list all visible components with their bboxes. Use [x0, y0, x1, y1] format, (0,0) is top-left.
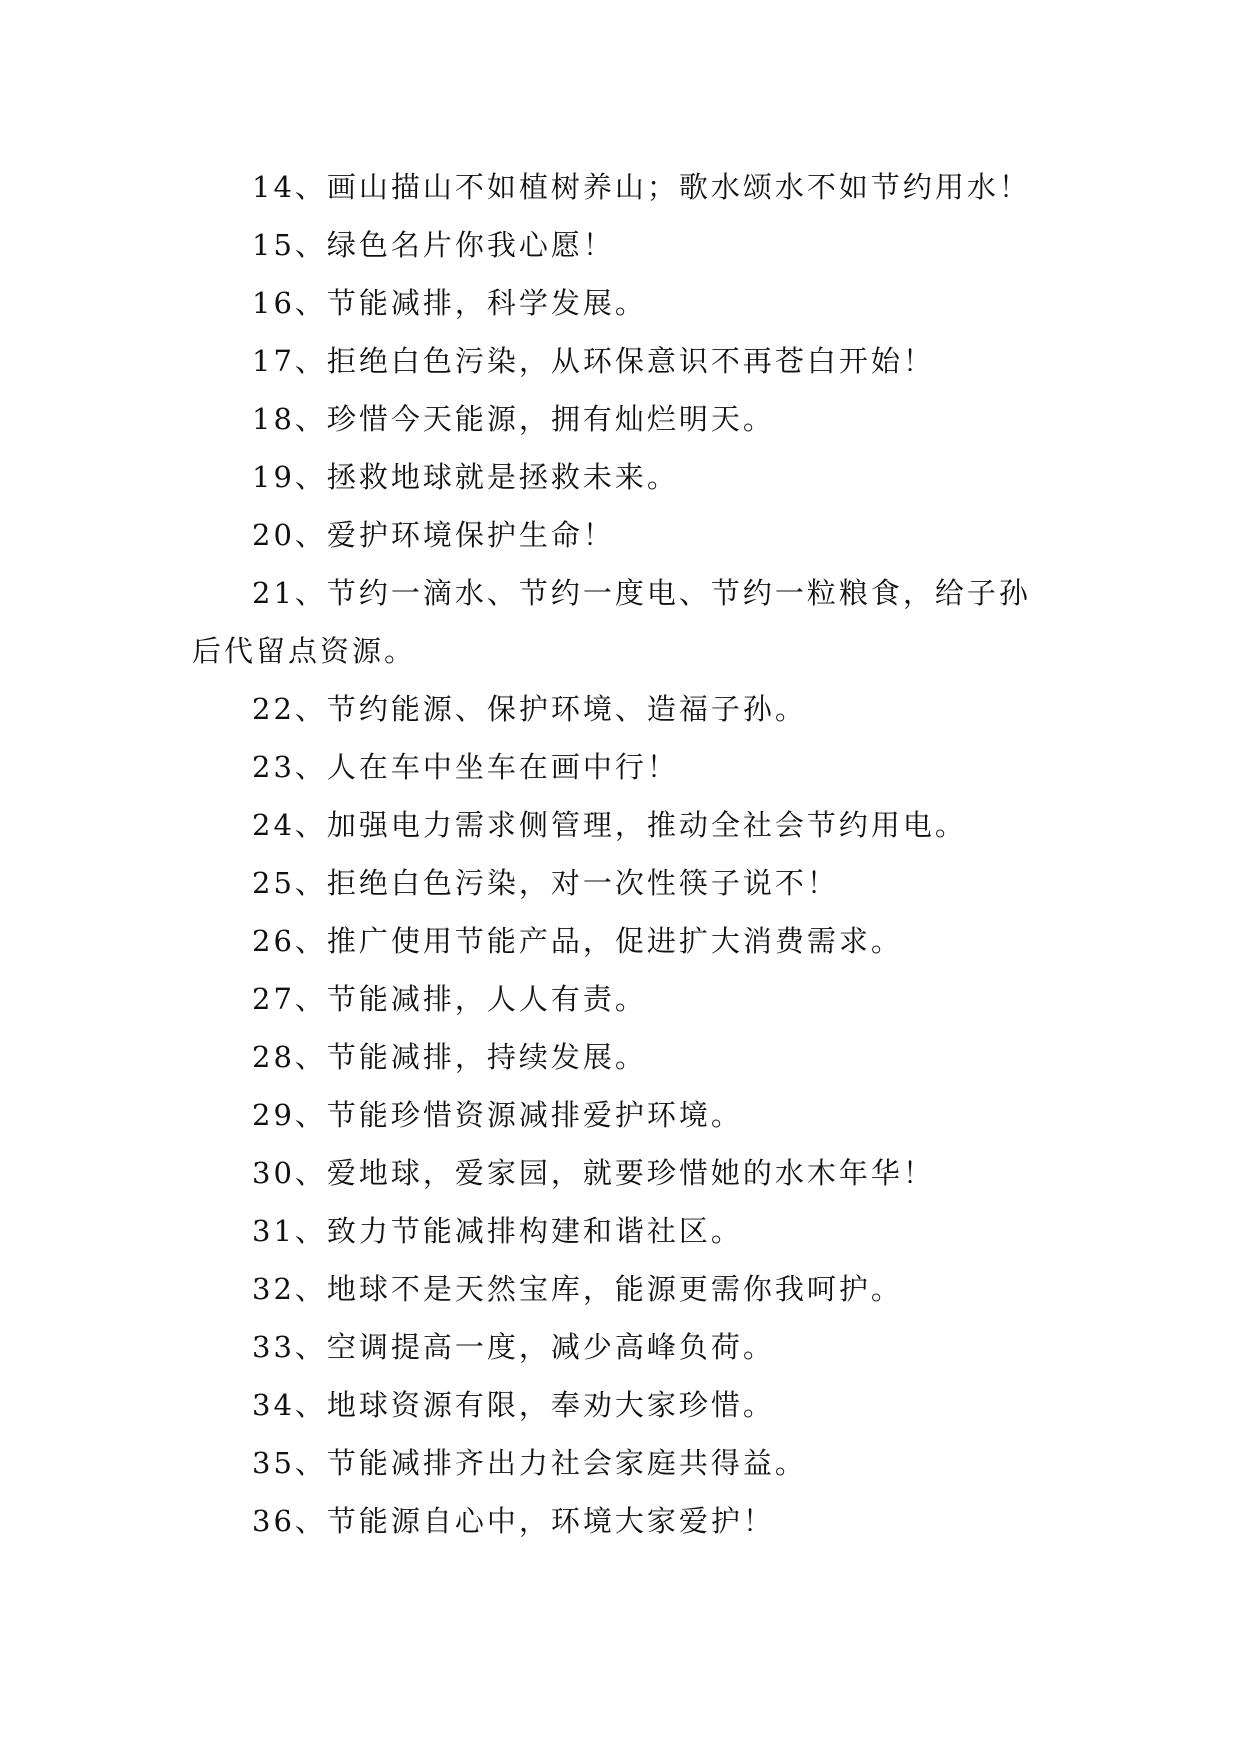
slogan-28: 28、节能减排，持续发展。: [252, 1040, 647, 1074]
slogan-26: 26、推广使用节能产品，促进扩大消费需求。: [252, 924, 903, 958]
slogan-32: 32、地球不是天然宝库，能源更需你我呵护。: [252, 1272, 903, 1306]
slogan-31: 31、致力节能减排构建和谐社区。: [252, 1214, 743, 1248]
slogan-33: 33、空调提高一度，减少高峰负荷。: [252, 1330, 775, 1364]
slogan-30: 30、爱地球，爱家园，就要珍惜她的水木年华！: [252, 1156, 935, 1190]
slogan-15: 15、绿色名片你我心愿！: [252, 228, 615, 262]
slogan-27: 27、节能减排，人人有责。: [252, 982, 647, 1016]
slogan-19: 19、拯救地球就是拯救未来。: [252, 460, 679, 494]
slogan-21: 21、节约一滴水、节约一度电、节约一粒粮食，给子孙后代留点资源。: [192, 576, 1031, 668]
slogan-22: 22、节约能源、保护环境、造福子孙。: [252, 692, 807, 726]
slogan-list: [192, 158, 1054, 1550]
slogan-18: 18、珍惜今天能源，拥有灿烂明天。: [252, 402, 775, 436]
slogan-24: 24、加强电力需求侧管理，推动全社会节约用电。: [252, 808, 967, 842]
slogan-14: 14、画山描山不如植树养山；歌水颂水不如节约用水！: [252, 170, 1031, 204]
slogan-25: 25、拒绝白色污染，对一次性筷子说不！: [252, 866, 839, 900]
slogan-34: 34、地球资源有限，奉劝大家珍惜。: [252, 1388, 775, 1422]
slogan-16: 16、节能减排，科学发展。: [252, 286, 647, 320]
slogan-36: 36、节能源自心中，环境大家爱护！: [252, 1504, 775, 1538]
slogan-17: 17、拒绝白色污染，从环保意识不再苍白开始！: [252, 344, 935, 378]
slogan-35: 35、节能减排齐出力社会家庭共得益。: [252, 1446, 807, 1480]
slogan-20: 20、爱护环境保护生命！: [252, 518, 615, 552]
slogan-23: 23、人在车中坐车在画中行！: [252, 750, 679, 784]
slogan-29: 29、节能珍惜资源减排爱护环境。: [252, 1098, 743, 1132]
